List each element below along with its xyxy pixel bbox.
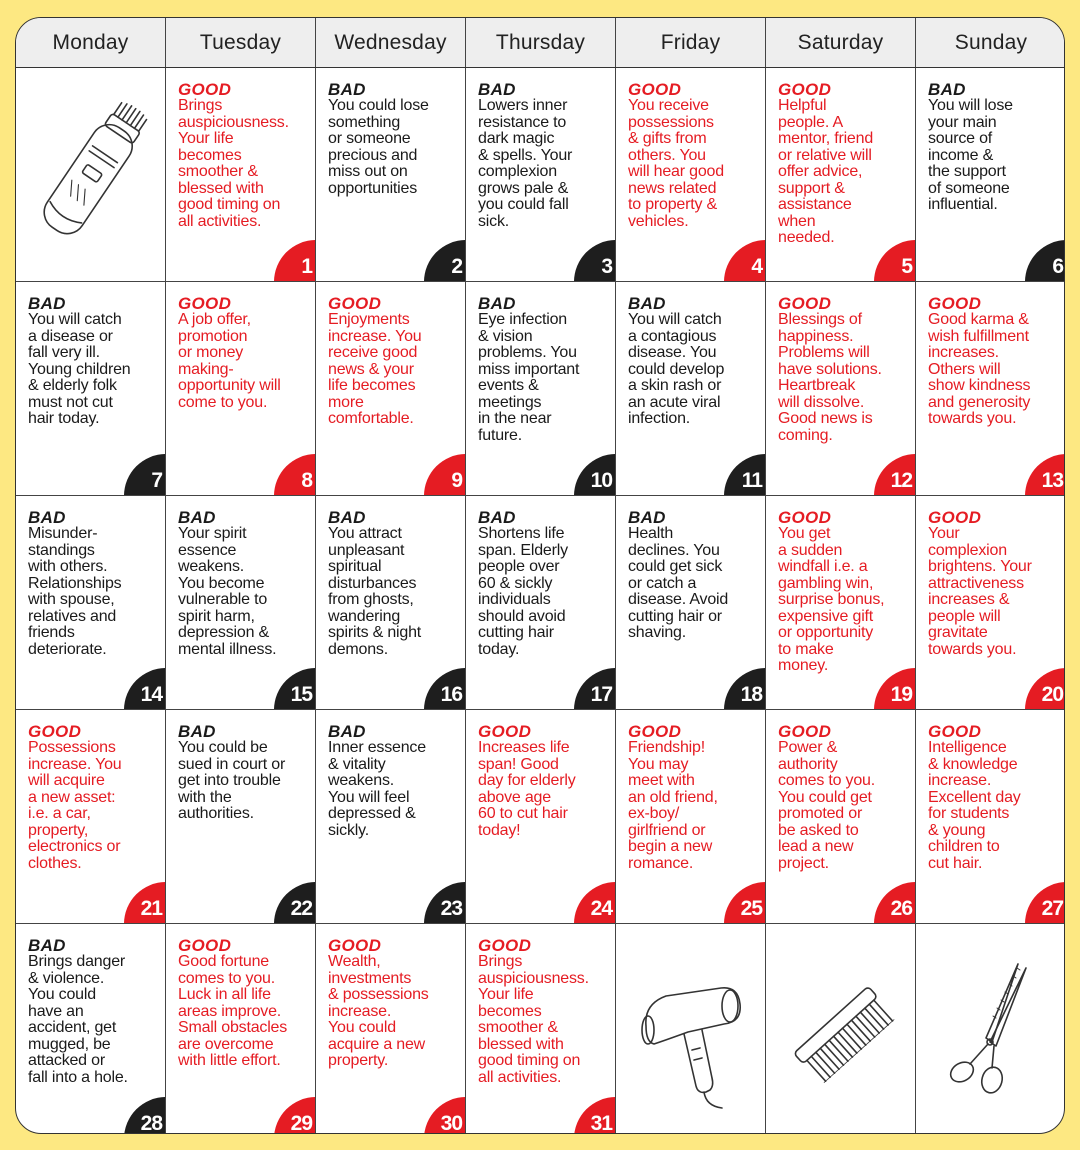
day-cell-10 [466, 282, 616, 496]
day-header-saturday: Saturday [766, 18, 916, 67]
day-description: You could be sued in court or get into trouble with the authorities. [178, 739, 286, 822]
day-number-badge: 27 [1025, 882, 1065, 924]
day-cell-8 [166, 282, 316, 496]
day-cell-23 [316, 710, 466, 924]
verdict-label: GOOD [478, 936, 532, 955]
day-description: Increases life span! Good day for elderly above age 60 to cut hair today! [478, 739, 576, 839]
day-number-badge: 4 [724, 240, 766, 282]
verdict-label: GOOD [928, 508, 982, 527]
day-number-badge: 1 [274, 240, 316, 282]
day-cell-31 [466, 924, 616, 1134]
day-cell-13 [916, 282, 1065, 496]
verdict-label: GOOD [328, 294, 382, 313]
day-description: Blessings of happiness. Problems will have solutions. Heartbreak will dissolve. Good news is coming. [778, 311, 882, 444]
day-description: Lowers inner resistance to dark magic & spells. Your complexion grows pale & you could fall sick. [478, 97, 573, 230]
day-number-badge: 29 [274, 1097, 316, 1134]
day-number-badge: 7 [124, 454, 166, 496]
verdict-label: GOOD [478, 722, 532, 741]
verdict-label: GOOD [178, 80, 232, 99]
day-number-badge: 19 [874, 668, 916, 710]
day-header-wednesday: Wednesday [316, 18, 466, 67]
day-description: Friendship! You may meet with an old friend, ex-boy/ girlfriend or begin a new romance. [628, 739, 718, 872]
day-description: You will catch a contagious disease. You could develop a skin rash or an acute viral infection. [628, 311, 725, 427]
illustration-cell-comb [766, 924, 916, 1134]
day-cell-17 [466, 496, 616, 710]
verdict-label: BAD [28, 294, 66, 313]
illustration-cell-clipper [16, 68, 166, 282]
day-cell-15 [166, 496, 316, 710]
day-number-badge: 18 [724, 668, 766, 710]
day-header-thursday: Thursday [466, 18, 616, 67]
day-description: Eye infection & vision problems. You miss important events & meetings in the near future. [478, 311, 580, 444]
day-cell-4 [616, 68, 766, 282]
day-description: Brings danger & violence. You could have an accident, get mugged, be attacked or fall into a hole. [28, 953, 128, 1086]
verdict-label: BAD [478, 508, 516, 527]
verdict-label: BAD [478, 294, 516, 313]
hair-dryer-icon [626, 946, 756, 1116]
verdict-label: BAD [478, 80, 516, 99]
day-number-badge: 23 [424, 882, 466, 924]
day-number-badge: 28 [124, 1097, 166, 1134]
day-description: Shortens life span. Elderly people over 60 & sickly individuals should avoid cutting hair today. [478, 525, 568, 658]
day-number-badge: 21 [124, 882, 166, 924]
day-cell-2 [316, 68, 466, 282]
day-description: Good karma & wish fulfillment increases. Others will show kindness and generosity towards you. [928, 311, 1031, 427]
day-header-sunday: Sunday [954, 30, 1028, 54]
day-cell-29 [166, 924, 316, 1134]
day-number-badge: 24 [574, 882, 616, 924]
day-description: Intelligence & knowledge increase. Excellent day for students & young children to cut hair. [928, 739, 1021, 872]
day-cell-21 [16, 710, 166, 924]
day-cell-3 [466, 68, 616, 282]
day-description: Good fortune comes to you. Luck in all life areas improve. Small obstacles are overcome with little effort. [178, 953, 288, 1069]
day-number-badge: 16 [424, 668, 466, 710]
verdict-label: GOOD [628, 80, 682, 99]
verdict-label: GOOD [928, 722, 982, 741]
day-cell-28 [16, 924, 166, 1134]
verdict-label: BAD [628, 508, 666, 527]
day-description: You will catch a disease or fall very ill. Young children & elderly folk must not cut hair today. [28, 311, 131, 427]
verdict-label: BAD [328, 80, 366, 99]
day-number-badge: 30 [424, 1097, 466, 1134]
verdict-label: GOOD [328, 936, 382, 955]
day-cell-22 [166, 710, 316, 924]
day-number-badge: 26 [874, 882, 916, 924]
day-header-monday: Monday [16, 18, 166, 67]
verdict-label: BAD [28, 508, 66, 527]
day-cell-9 [316, 282, 466, 496]
verdict-label: BAD [328, 508, 366, 527]
verdict-label: BAD [928, 80, 966, 99]
day-description: Brings auspiciousness. Your life becomes smoother & blessed with good timing on all activities. [478, 953, 589, 1086]
day-description: You attract unpleasant spiritual disturbances from ghosts, wandering spirits & night demons. [328, 525, 422, 658]
day-cell-5 [766, 68, 916, 282]
hair-clipper-icon [26, 90, 156, 260]
day-number-badge: 15 [274, 668, 316, 710]
comb-icon [776, 946, 906, 1116]
day-description: Possessions increase. You will acquire a new asset: i.e. a car, property, electronics or clothes. [28, 739, 122, 872]
day-description: Your spirit essence weakens. You become vulnerable to spirit harm, depression & mental illness. [178, 525, 277, 658]
illustration-cell-dryer [616, 924, 766, 1134]
day-description: Health declines. You could get sick or catch a disease. Avoid cutting hair or shaving. [628, 525, 729, 641]
day-number-badge: 10 [574, 454, 616, 496]
day-number-badge: 25 [724, 882, 766, 924]
day-cell-25 [616, 710, 766, 924]
verdict-label: BAD [178, 722, 216, 741]
verdict-label: BAD [328, 722, 366, 741]
day-description: Wealth, investments & possessions increase. You could acquire a new property. [328, 953, 429, 1069]
calendar-grid [16, 68, 1065, 1134]
day-cell-11 [616, 282, 766, 496]
day-cell-6 [916, 68, 1065, 282]
day-number-badge: 20 [1025, 668, 1065, 710]
day-number-badge: 3 [574, 240, 616, 282]
verdict-label: BAD [28, 936, 66, 955]
verdict-label: GOOD [928, 294, 982, 313]
day-number-badge: 6 [1025, 240, 1065, 282]
day-description: You receive possessions & gifts from others. You will hear good news related to property & vehicles. [628, 97, 724, 230]
weekday-header-row [16, 18, 1065, 68]
day-number-badge: 31 [574, 1097, 616, 1134]
day-number-badge: 22 [274, 882, 316, 924]
day-description: You get a sudden windfall i.e. a gambling win, surprise bonus, expensive gift or opportunity to make money. [778, 525, 885, 674]
day-description: You will lose your main source of income & the support of someone influential. [928, 97, 1013, 213]
scissors-icon [926, 946, 1056, 1116]
verdict-label: GOOD [778, 508, 832, 527]
day-number-badge: 14 [124, 668, 166, 710]
day-number-badge: 17 [574, 668, 616, 710]
day-cell-7 [16, 282, 166, 496]
day-cell-20 [916, 496, 1065, 710]
verdict-label: GOOD [778, 294, 832, 313]
verdict-label: GOOD [778, 80, 832, 99]
day-description: You could lose something or someone precious and miss out on opportunities [328, 97, 429, 197]
illustration-cell-scissors [916, 924, 1065, 1134]
day-cell-26 [766, 710, 916, 924]
day-number-badge: 9 [424, 454, 466, 496]
hair-cutting-calendar [15, 17, 1065, 1134]
verdict-label: GOOD [28, 722, 82, 741]
verdict-label: BAD [178, 508, 216, 527]
day-number-badge: 12 [874, 454, 916, 496]
day-description: A job offer, promotion or money making- opportunity will come to you. [178, 311, 281, 411]
day-description: Enjoyments increase. You receive good news & your life becomes more comfortable. [328, 311, 422, 427]
day-header-friday: Friday [616, 18, 766, 67]
day-number-badge: 11 [724, 454, 766, 496]
day-cell-1 [166, 68, 316, 282]
verdict-label: GOOD [778, 722, 832, 741]
day-description: Inner essence & vitality weakens. You will feel depressed & sickly. [328, 739, 426, 839]
verdict-label: GOOD [628, 722, 682, 741]
day-number-badge: 2 [424, 240, 466, 282]
day-cell-30 [316, 924, 466, 1134]
day-cell-24 [466, 710, 616, 924]
day-description: Your complexion brightens. Your attractiveness increases & people will gravitate towards you. [928, 525, 1032, 658]
verdict-label: GOOD [178, 936, 232, 955]
day-number-badge: 8 [274, 454, 316, 496]
verdict-label: GOOD [178, 294, 232, 313]
day-description: Power & authority comes to you. You could get promoted or be asked to lead a new project. [778, 739, 876, 872]
day-cell-12 [766, 282, 916, 496]
day-number-badge: 5 [874, 240, 916, 282]
day-description: Brings auspiciousness. Your life becomes smoother & blessed with good timing on all activities. [178, 97, 289, 230]
day-description: Helpful people. A mentor, friend or relative will offer advice, support & assistance when needed. [778, 97, 874, 246]
day-cell-27 [916, 710, 1065, 924]
day-cell-18 [616, 496, 766, 710]
day-cell-14 [16, 496, 166, 710]
verdict-label: BAD [628, 294, 666, 313]
day-description: Misunder- standings with others. Relationships with spouse, relatives and friends deteriorate. [28, 525, 122, 658]
day-number-badge: 13 [1025, 454, 1065, 496]
day-header-tuesday: Tuesday [166, 18, 316, 67]
day-cell-19 [766, 496, 916, 710]
day-cell-16 [316, 496, 466, 710]
